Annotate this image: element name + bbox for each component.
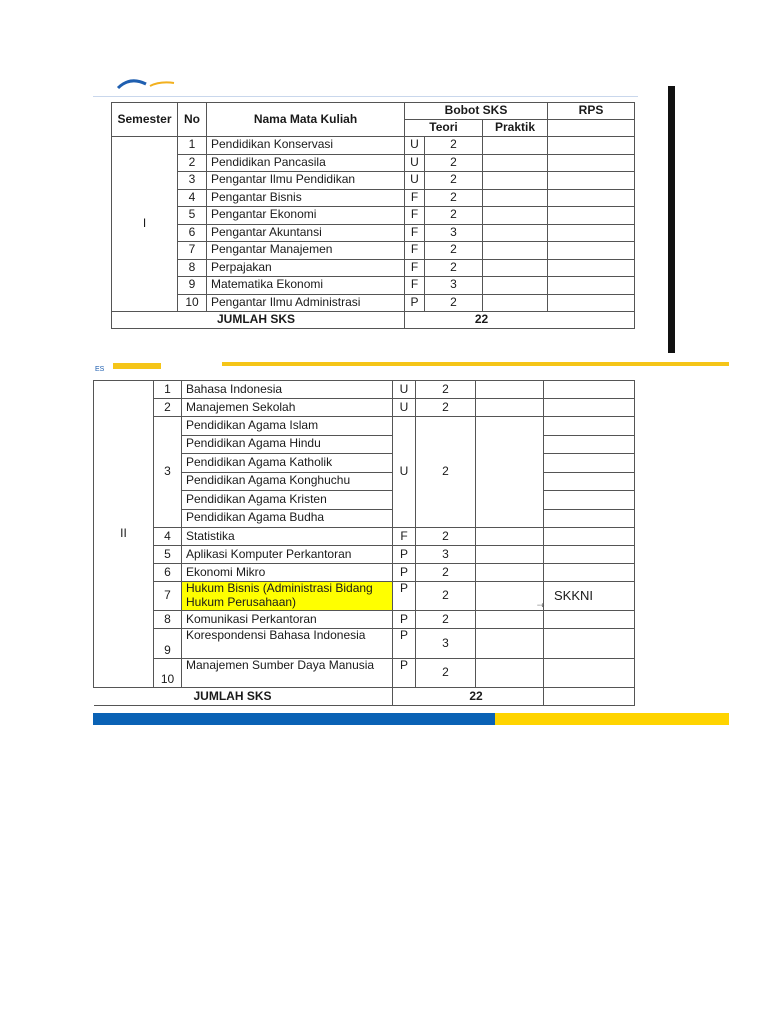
course-name: Komunikasi Perkantoran (182, 611, 393, 629)
course-teori: 2 (416, 564, 476, 582)
header-bobot-sks: Bobot SKS (405, 103, 548, 120)
course-rps (544, 491, 635, 510)
course-name: Pendidikan Agama Konghuchu (182, 472, 393, 491)
course-name: Ekonomi Mikro (182, 564, 393, 582)
course-teori: 2 (425, 189, 483, 207)
table-row-no: 2 (178, 154, 207, 172)
total-sks: 22 (405, 312, 635, 329)
course-praktik (483, 207, 548, 225)
table-row-no: 9 (154, 629, 182, 659)
course-name: Pendidikan Pancasila (207, 154, 405, 172)
course-teori: 2 (425, 259, 483, 277)
course-code: P (393, 564, 416, 582)
course-rps (548, 242, 635, 260)
header-rps: RPS (548, 103, 635, 120)
course-praktik (483, 154, 548, 172)
table-row-no: 1 (178, 137, 207, 155)
semester-2-table (93, 380, 635, 706)
course-rps (544, 546, 635, 564)
course-rps (548, 137, 635, 155)
course-teori: 3 (425, 224, 483, 242)
course-name: Pendidikan Agama Hindu (182, 435, 393, 454)
course-name: Manajemen Sumber Daya Manusia (182, 659, 393, 688)
course-praktik (476, 582, 544, 611)
table-row-no: 3 (154, 417, 182, 528)
course-rps (548, 259, 635, 277)
total-label: JUMLAH SKS (94, 688, 393, 706)
total-rps (544, 688, 635, 706)
course-name: Aplikasi Komputer Perkantoran (182, 546, 393, 564)
course-praktik (476, 381, 544, 399)
course-code: F (405, 277, 425, 295)
course-teori: 2 (416, 381, 476, 399)
course-name: Pendidikan Agama Islam (182, 417, 393, 436)
course-code: P (405, 294, 425, 312)
svg-text:ES: ES (95, 366, 105, 373)
semester-1-label: I (112, 137, 178, 312)
course-praktik (476, 417, 544, 528)
course-praktik (476, 528, 544, 546)
course-praktik (483, 294, 548, 312)
table-row-no: 4 (178, 189, 207, 207)
course-praktik (483, 259, 548, 277)
semester-2-label: II (94, 381, 154, 688)
course-teori: 3 (425, 277, 483, 295)
course-praktik (476, 546, 544, 564)
course-praktik (483, 242, 548, 260)
institution-logo-icon (116, 78, 176, 90)
table-row-no: 9 (178, 277, 207, 295)
course-name: Manajemen Sekolah (182, 399, 393, 417)
slide-1-top-rule (93, 96, 638, 97)
course-rps (544, 454, 635, 473)
course-teori: 2 (416, 399, 476, 417)
course-code: U (405, 154, 425, 172)
course-rps (548, 172, 635, 190)
course-name: Pendidikan Konservasi (207, 137, 405, 155)
cursor-icon: ⇢ (537, 600, 545, 610)
course-rps (544, 564, 635, 582)
course-name: Pengantar Ilmu Administrasi (207, 294, 405, 312)
course-name: Pendidikan Agama Kristen (182, 491, 393, 510)
table-row-no: 5 (178, 207, 207, 225)
course-code: P (393, 546, 416, 564)
header-teori: Teori (405, 120, 483, 137)
header-nama-mata-kuliah: Nama Mata Kuliah (207, 103, 405, 137)
header-semester: Semester (112, 103, 178, 137)
course-teori: 3 (416, 546, 476, 564)
header-no: No (178, 103, 207, 137)
course-rps (544, 399, 635, 417)
table-row-no: 2 (154, 399, 182, 417)
course-praktik (476, 611, 544, 629)
course-praktik (476, 629, 544, 659)
course-rps (548, 207, 635, 225)
course-teori: 2 (416, 611, 476, 629)
total-sks: 22 (393, 688, 544, 706)
course-code: U (405, 137, 425, 155)
table-row-no: 10 (154, 659, 182, 688)
slide-2-gold-line (222, 362, 729, 366)
course-rps (548, 224, 635, 242)
course-name: Pengantar Manajemen (207, 242, 405, 260)
semester-1-table (111, 102, 635, 329)
table-row-no: 6 (178, 224, 207, 242)
course-teori: 2 (425, 137, 483, 155)
course-rps (544, 629, 635, 659)
course-name: Pendidikan Agama Katholik (182, 454, 393, 473)
course-name: Korespondensi Bahasa Indonesia (182, 629, 393, 659)
course-code: P (393, 611, 416, 629)
course-teori: 2 (425, 207, 483, 225)
table-row-no: 7 (154, 582, 182, 611)
course-name: Pengantar Ekonomi (207, 207, 405, 225)
course-rps (544, 472, 635, 491)
total-label: JUMLAH SKS (112, 312, 405, 329)
course-rps (544, 611, 635, 629)
course-rps (548, 154, 635, 172)
course-teori: 2 (425, 154, 483, 172)
course-code: F (405, 224, 425, 242)
course-code: F (405, 242, 425, 260)
footer-yellow-bar (495, 713, 729, 725)
course-praktik (476, 659, 544, 688)
course-rps (544, 528, 635, 546)
course-code: F (393, 528, 416, 546)
course-teori: 2 (416, 659, 476, 688)
course-name: Pengantar Bisnis (207, 189, 405, 207)
slide-1-right-border (668, 86, 675, 353)
course-rps (544, 509, 635, 528)
course-rps-skkni: SKKNI (544, 582, 635, 611)
course-praktik (476, 564, 544, 582)
course-code: U (405, 172, 425, 190)
course-rps (548, 189, 635, 207)
table-row-no: 5 (154, 546, 182, 564)
course-code: P (393, 629, 416, 659)
course-rps (548, 294, 635, 312)
course-name: Pendidikan Agama Budha (182, 509, 393, 528)
course-name-highlighted: Hukum Bisnis (Administrasi Bidang Hukum Perusahaan) (182, 582, 393, 611)
table-row-no: 1 (154, 381, 182, 399)
course-code: F (405, 207, 425, 225)
course-name: Bahasa Indonesia (182, 381, 393, 399)
course-teori: 2 (416, 528, 476, 546)
course-teori: 2 (416, 417, 476, 528)
course-teori: 2 (425, 172, 483, 190)
institution-logo-banner-icon (93, 359, 233, 377)
course-rps (548, 277, 635, 295)
course-name: Pengantar Akuntansi (207, 224, 405, 242)
table-row-no: 6 (154, 564, 182, 582)
course-praktik (476, 399, 544, 417)
course-code: U (393, 417, 416, 528)
table-row-no: 8 (178, 259, 207, 277)
header-praktik: Praktik (483, 120, 548, 137)
course-praktik (483, 172, 548, 190)
course-teori: 2 (416, 582, 476, 611)
course-name: Statistika (182, 528, 393, 546)
course-praktik (483, 277, 548, 295)
course-name: Pengantar Ilmu Pendidikan (207, 172, 405, 190)
header-rps-blank (548, 120, 635, 137)
course-praktik (483, 137, 548, 155)
course-code: U (393, 399, 416, 417)
course-rps (544, 659, 635, 688)
course-teori: 3 (416, 629, 476, 659)
table-row-no: 4 (154, 528, 182, 546)
table-row-no: 8 (154, 611, 182, 629)
course-code: P (393, 582, 416, 611)
table-row-no: 7 (178, 242, 207, 260)
course-name: Matematika Ekonomi (207, 277, 405, 295)
course-code: F (405, 259, 425, 277)
course-code: U (393, 381, 416, 399)
course-rps (544, 381, 635, 399)
course-praktik (483, 224, 548, 242)
table-row-no: 3 (178, 172, 207, 190)
table-row-no: 10 (178, 294, 207, 312)
course-teori: 2 (425, 242, 483, 260)
course-rps (544, 417, 635, 436)
course-rps (544, 435, 635, 454)
course-praktik (483, 189, 548, 207)
course-teori: 2 (425, 294, 483, 312)
footer-blue-bar (93, 713, 495, 725)
course-code: P (393, 659, 416, 688)
course-name: Perpajakan (207, 259, 405, 277)
course-code: F (405, 189, 425, 207)
